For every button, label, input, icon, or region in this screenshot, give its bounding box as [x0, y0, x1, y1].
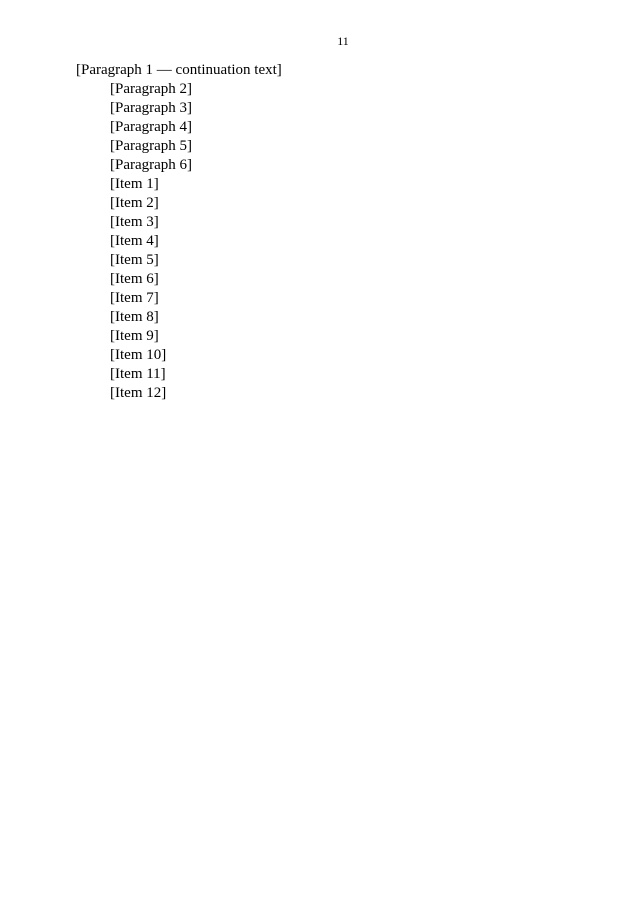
paragraph: [Paragraph 3] — [110, 100, 193, 116]
page-number: 11 — [337, 34, 349, 48]
indicator-item-3: [Item 3] — [110, 214, 159, 230]
paragraph: [Paragraph 6] — [110, 157, 193, 173]
document-body — [76, 61, 610, 403]
indicator-item-7: [Item 7] — [110, 290, 159, 306]
indicator-item-6: [Item 6] — [110, 271, 159, 287]
paragraph: [Paragraph 5] — [110, 138, 193, 154]
indicator-item-5: [Item 5] — [110, 252, 159, 268]
paragraph-continuation: [Paragraph 1 — continuation text] — [76, 62, 282, 78]
indicator-item-4: [Item 4] — [110, 233, 159, 249]
indicator-item-11: [Item 11] — [110, 366, 166, 382]
indicator-item-1: [Item 1] — [110, 176, 159, 192]
indicator-item-2: [Item 2] — [110, 195, 159, 211]
indicator-item-9: [Item 9] — [110, 328, 159, 344]
indicator-item-12: [Item 12] — [110, 385, 167, 401]
paragraph: [Paragraph 2] — [110, 81, 193, 97]
indicator-item-10: [Item 10] — [110, 347, 167, 363]
indicator-item-8: [Item 8] — [110, 309, 159, 325]
paragraph: [Paragraph 4] — [110, 119, 193, 135]
